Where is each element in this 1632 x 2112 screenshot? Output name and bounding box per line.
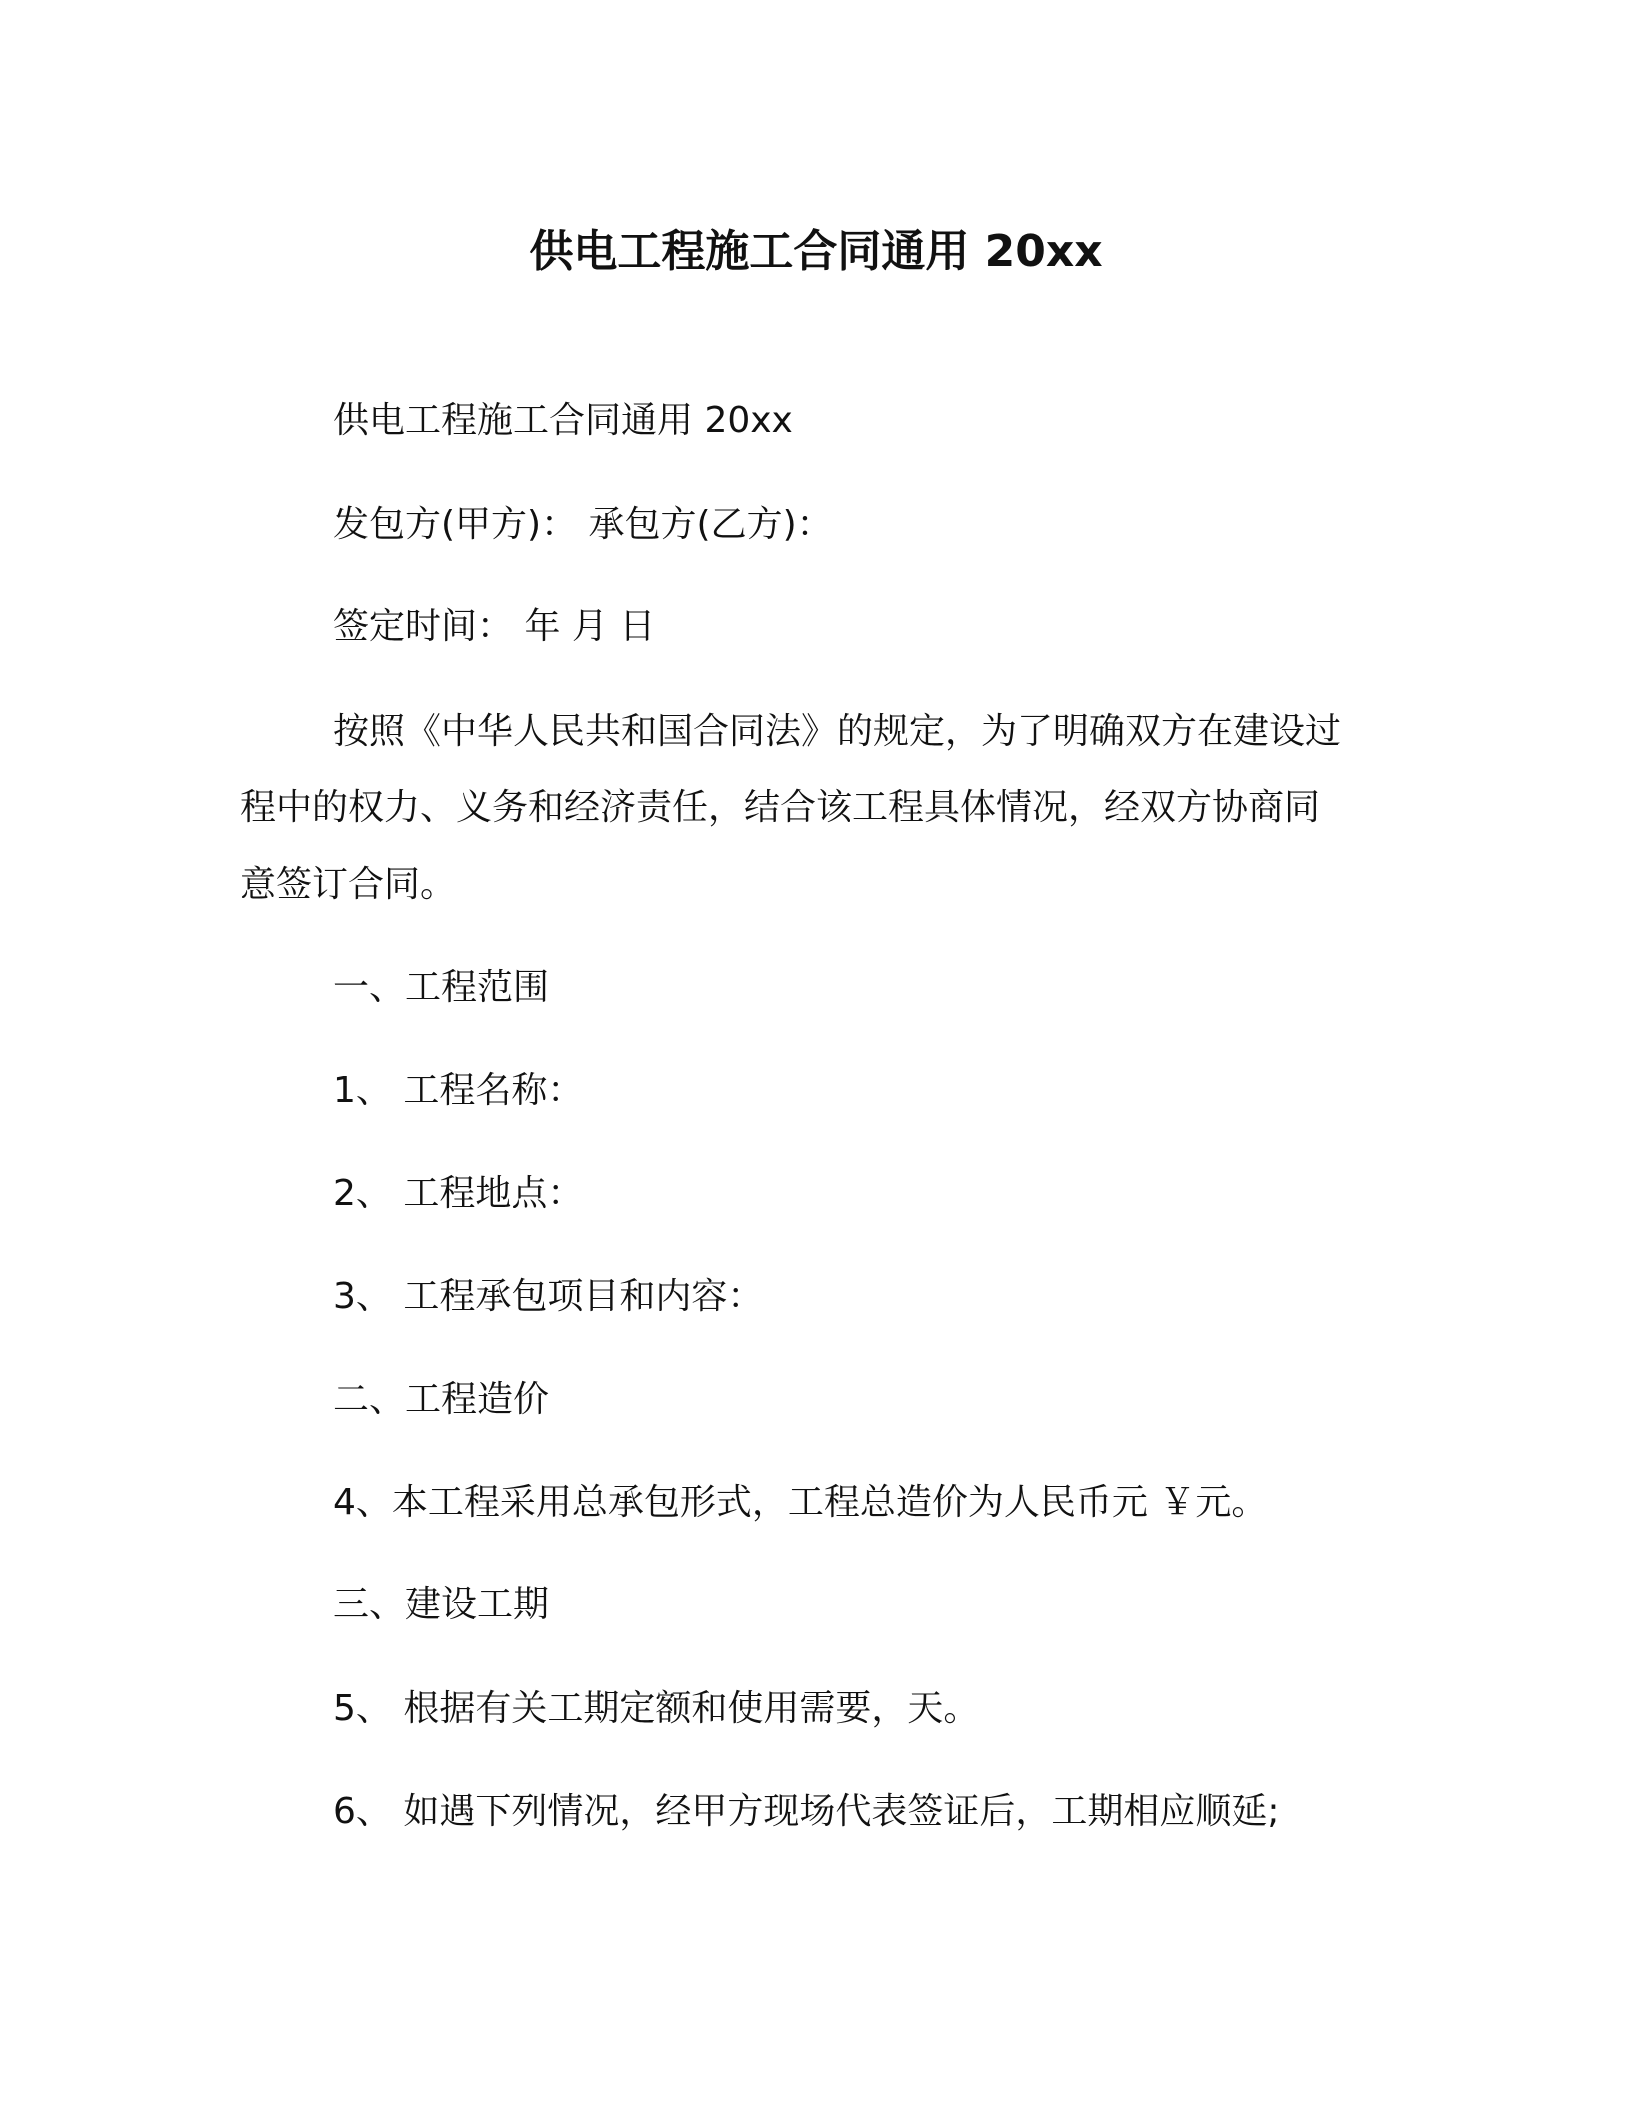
document-title: 供电工程施工合同通用 20xx (529, 226, 1103, 277)
item-project-name: 1、 工程名称： (333, 1070, 584, 1111)
item-schedule-days: 5、 根据有关工期定额和使用需要，天。 (333, 1688, 980, 1729)
item-project-location: 2、 工程地点： (333, 1173, 584, 1214)
item-project-contents: 3、 工程承包项目和内容： (333, 1276, 764, 1317)
signing-date-line: 签定时间： 年 月 日 (333, 606, 656, 647)
intro-paragraph-line-1: 按照《中华人民共和国合同法》的规定，为了明确双方在建设过 (333, 711, 1342, 752)
intro-paragraph-line-2: 程中的权力、义务和经济责任，结合该工程具体情况，经双方协商同 (240, 787, 1321, 828)
section-heading-cost: 二、工程造价 (333, 1379, 550, 1420)
item-schedule-extension: 6、 如遇下列情况，经甲方现场代表签证后，工期相应顺延; (333, 1791, 1280, 1832)
intro-paragraph-line-3: 意签订合同。 (240, 864, 457, 905)
item-total-cost: 4、本工程采用总承包形式，工程总造价为人民币元 ￥元。 (333, 1482, 1268, 1523)
document-subtitle: 供电工程施工合同通用 20xx (333, 400, 793, 441)
section-heading-scope: 一、工程范围 (333, 967, 550, 1008)
parties-line: 发包方(甲方)： 承包方(乙方)： (333, 504, 833, 545)
section-heading-schedule: 三、建设工期 (333, 1584, 550, 1625)
